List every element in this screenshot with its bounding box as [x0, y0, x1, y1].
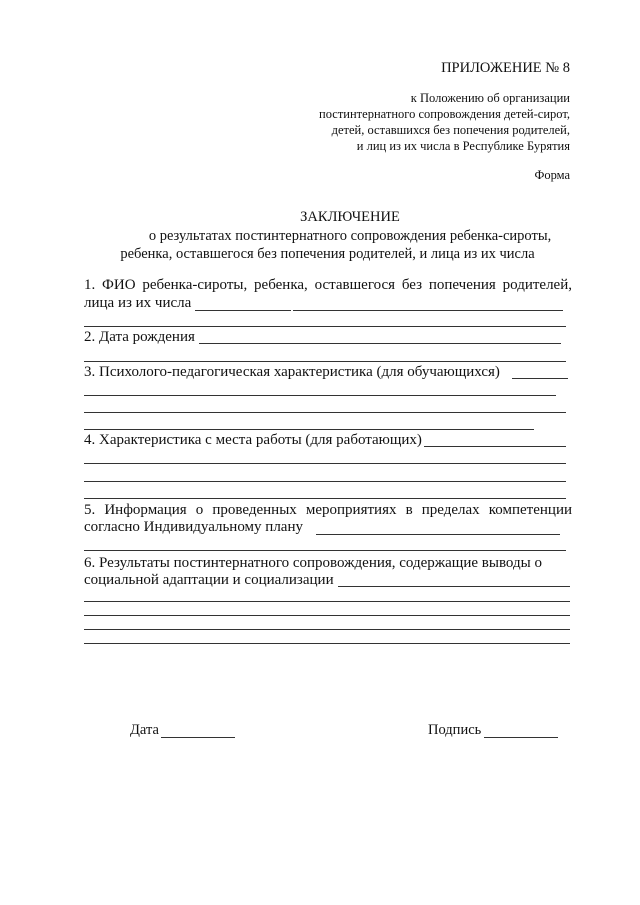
field-5-label-line1: 5. Информация о проведенных мероприятиях в пределах компетенции [84, 502, 572, 518]
signature-input-line[interactable] [484, 737, 558, 738]
regulation-line-2: постинтернатного сопровождения детей-сирот, [319, 107, 570, 121]
field-2-input-line-b[interactable] [84, 361, 566, 362]
field-4-input-line-a[interactable] [424, 446, 566, 447]
field-6-input-line-b[interactable] [84, 601, 570, 602]
field-6-input-line-c[interactable] [84, 615, 570, 616]
field-3-input-line-b[interactable] [84, 395, 556, 396]
field-2-label: 2. Дата рождения [84, 329, 195, 345]
date-label: Дата [130, 722, 159, 738]
field-4-input-line-d[interactable] [84, 498, 566, 499]
field-5-label-line2: согласно Индивидуальному плану [84, 519, 303, 535]
field-6-label-line2: социальной адаптации и социализации [84, 572, 334, 588]
field-1-label-line2: лица из их числа [84, 295, 192, 311]
form-label: Форма [534, 168, 570, 182]
field-5-input-line-b[interactable] [84, 550, 566, 551]
field-4-label: 4. Характеристика с места работы (для работающих) [84, 432, 422, 448]
field-1-input-line-a[interactable] [195, 310, 291, 311]
field-5-input-line-a[interactable] [316, 534, 560, 535]
signature-label: Подпись [428, 722, 482, 738]
field-1-input-line-b[interactable] [293, 310, 563, 311]
document-title: ЗАКЛЮЧЕНИЕ [300, 209, 400, 225]
field-1-label-line1: 1. ФИО ребенка-сироты, ребенка, оставшегося без попечения родителей, [84, 277, 572, 293]
field-3-input-line-d[interactable] [84, 429, 534, 430]
document-subtitle-2: ребенка, оставшегося без попечения родителей, и лица из их числа [120, 246, 535, 262]
appendix-number: ПРИЛОЖЕНИЕ № 8 [441, 60, 570, 76]
field-6-input-line-d[interactable] [84, 629, 570, 630]
field-4-input-line-b[interactable] [84, 463, 566, 464]
field-3-input-line-a[interactable] [512, 378, 568, 379]
field-6-input-line-e[interactable] [84, 643, 570, 644]
field-3-input-line-c[interactable] [84, 412, 566, 413]
field-4-input-line-c[interactable] [84, 481, 566, 482]
date-input-line[interactable] [161, 737, 235, 738]
regulation-line-1: к Положению об организации [410, 91, 570, 105]
document-subtitle-1: о результатах постинтернатного сопровождения ребенка-сироты, [148, 228, 552, 244]
field-3-label: 3. Психолого-педагогическая характеристика (для обучающихся) [84, 364, 500, 380]
regulation-line-4: и лиц из их числа в Республике Бурятия [356, 139, 570, 153]
field-1-input-line-c[interactable] [84, 326, 566, 327]
field-2-input-line-a[interactable] [199, 343, 561, 344]
regulation-line-3: детей, оставшихся без попечения родителей, [331, 123, 570, 137]
field-6-label-line1: 6. Результаты постинтернатного сопровождения, содержащие выводы о [84, 555, 542, 571]
field-6-input-line-a[interactable] [338, 586, 570, 587]
